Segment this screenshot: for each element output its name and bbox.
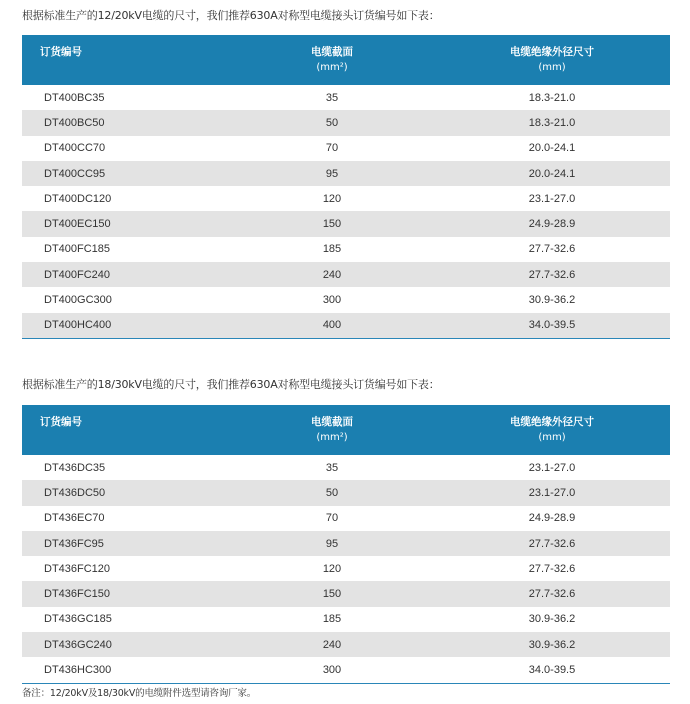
cable-section-cell: 300 [322, 294, 342, 307]
cable-section-cell: 120 [322, 192, 342, 205]
table-row [22, 632, 670, 657]
header-cable-section [262, 44, 402, 76]
insulation-diameter-cell: 27.7-32.6 [528, 562, 576, 575]
order-number-cell: DT436EC70 [44, 512, 105, 525]
insulation-diameter-cell: 34.0-39.5 [528, 319, 576, 332]
cable-section-cell: 150 [322, 588, 342, 601]
intro-text-18-30kv: 根据标准生产的18/30kV电缆的尺寸，我们推荐630A对称型电缆接头订货编号如下表： [22, 378, 440, 391]
table-row [22, 581, 670, 606]
table-row [22, 506, 670, 531]
order-number-cell: DT436FC95 [44, 537, 104, 550]
header-cable-section-unit: (mm²) [316, 62, 348, 73]
cable-section-cell: 240 [322, 638, 342, 651]
order-number-cell: DT436HC300 [44, 664, 112, 677]
order-number-cell: DT400FC240 [44, 268, 111, 281]
header-cable-section [262, 414, 402, 446]
order-number-cell: DT400GC300 [44, 294, 112, 307]
table-row [22, 607, 670, 632]
order-number-cell: DT436DC50 [44, 486, 106, 499]
insulation-diameter-cell: 27.7-32.6 [528, 268, 576, 281]
table-row [22, 237, 670, 262]
cable-section-cell: 35 [325, 461, 339, 474]
cable-section-cell: 120 [322, 562, 342, 575]
header-order-number: 订货编号 [40, 416, 82, 428]
order-number-cell: DT400BC50 [44, 116, 105, 129]
table-row [22, 313, 670, 338]
cable-section-cell: 185 [322, 243, 342, 256]
insulation-diameter-cell: 27.7-32.6 [528, 588, 576, 601]
cable-section-cell: 300 [322, 664, 342, 677]
cable-section-cell: 35 [325, 91, 339, 104]
header-insulation-diameter-label: 电缆绝缘外径尺寸 [510, 46, 594, 58]
insulation-diameter-cell: 24.9-28.9 [528, 218, 576, 231]
insulation-diameter-cell: 20.0-24.1 [528, 142, 576, 155]
cable-section-cell: 185 [322, 613, 342, 626]
order-number-cell: DT400BC35 [44, 91, 105, 104]
table-row [22, 186, 670, 211]
order-number-cell: DT436FC150 [44, 588, 111, 601]
table-row [22, 480, 670, 505]
order-table-12-20kv [22, 35, 670, 339]
order-number-cell: DT436DC35 [44, 461, 106, 474]
order-number-cell: DT400FC185 [44, 243, 111, 256]
intro-text-12-20kv: 根据标准生产的12/20kV电缆的尺寸，我们推荐630A对称型电缆接头订货编号如下表： [22, 9, 440, 22]
footnote: 备注：12/20kV及18/30kV的电缆附件选型请咨询厂家。 [22, 688, 257, 699]
order-number-cell: DT400HC400 [44, 319, 112, 332]
insulation-diameter-cell: 18.3-21.0 [528, 91, 576, 104]
table-row [22, 211, 670, 236]
table-row [22, 455, 670, 480]
insulation-diameter-cell: 27.7-32.6 [528, 243, 576, 256]
order-number-cell: DT400CC70 [44, 142, 106, 155]
header-cable-section-unit: (mm²) [316, 432, 348, 443]
order-number-cell: DT436FC120 [44, 562, 111, 575]
table-row [22, 657, 670, 682]
header-insulation-diameter [462, 414, 642, 446]
insulation-diameter-cell: 30.9-36.2 [528, 638, 576, 651]
table-body [22, 455, 670, 683]
header-cable-section-label: 电缆截面 [311, 46, 353, 58]
insulation-diameter-cell: 30.9-36.2 [528, 294, 576, 307]
table-row [22, 161, 670, 186]
header-insulation-diameter-label: 电缆绝缘外径尺寸 [510, 416, 594, 428]
cable-section-cell: 400 [322, 319, 342, 332]
table-body [22, 85, 670, 338]
order-number-cell: DT436GC240 [44, 638, 112, 651]
cable-section-cell: 50 [325, 486, 339, 499]
table-row [22, 85, 670, 110]
insulation-diameter-cell: 24.9-28.9 [528, 512, 576, 525]
header-insulation-diameter-unit: (mm) [538, 62, 566, 73]
header-insulation-diameter-unit: (mm) [538, 432, 566, 443]
order-number-cell: DT400DC120 [44, 192, 112, 205]
header-insulation-diameter [462, 44, 642, 76]
insulation-diameter-cell: 27.7-32.6 [528, 537, 576, 550]
order-number-cell: DT400EC150 [44, 218, 111, 231]
insulation-diameter-cell: 20.0-24.1 [528, 167, 576, 180]
cable-section-cell: 70 [325, 512, 339, 525]
header-order-number: 订货编号 [40, 46, 82, 58]
cable-section-cell: 95 [325, 167, 339, 180]
cable-section-cell: 50 [325, 116, 339, 129]
table-row [22, 136, 670, 161]
table-header [22, 405, 670, 455]
insulation-diameter-cell: 23.1-27.0 [528, 192, 576, 205]
insulation-diameter-cell: 23.1-27.0 [528, 461, 576, 474]
table-row [22, 110, 670, 135]
header-cable-section-label: 电缆截面 [311, 416, 353, 428]
table-header [22, 35, 670, 85]
table-row [22, 531, 670, 556]
table-row [22, 262, 670, 287]
order-table-18-30kv [22, 405, 670, 684]
table-row [22, 287, 670, 312]
insulation-diameter-cell: 34.0-39.5 [528, 664, 576, 677]
table-row [22, 556, 670, 581]
insulation-diameter-cell: 18.3-21.0 [528, 116, 576, 129]
order-number-cell: DT400CC95 [44, 167, 106, 180]
cable-section-cell: 70 [325, 142, 339, 155]
insulation-diameter-cell: 30.9-36.2 [528, 613, 576, 626]
cable-section-cell: 150 [322, 218, 342, 231]
insulation-diameter-cell: 23.1-27.0 [528, 486, 576, 499]
cable-section-cell: 95 [325, 537, 339, 550]
order-number-cell: DT436GC185 [44, 613, 112, 626]
cable-section-cell: 240 [322, 268, 342, 281]
